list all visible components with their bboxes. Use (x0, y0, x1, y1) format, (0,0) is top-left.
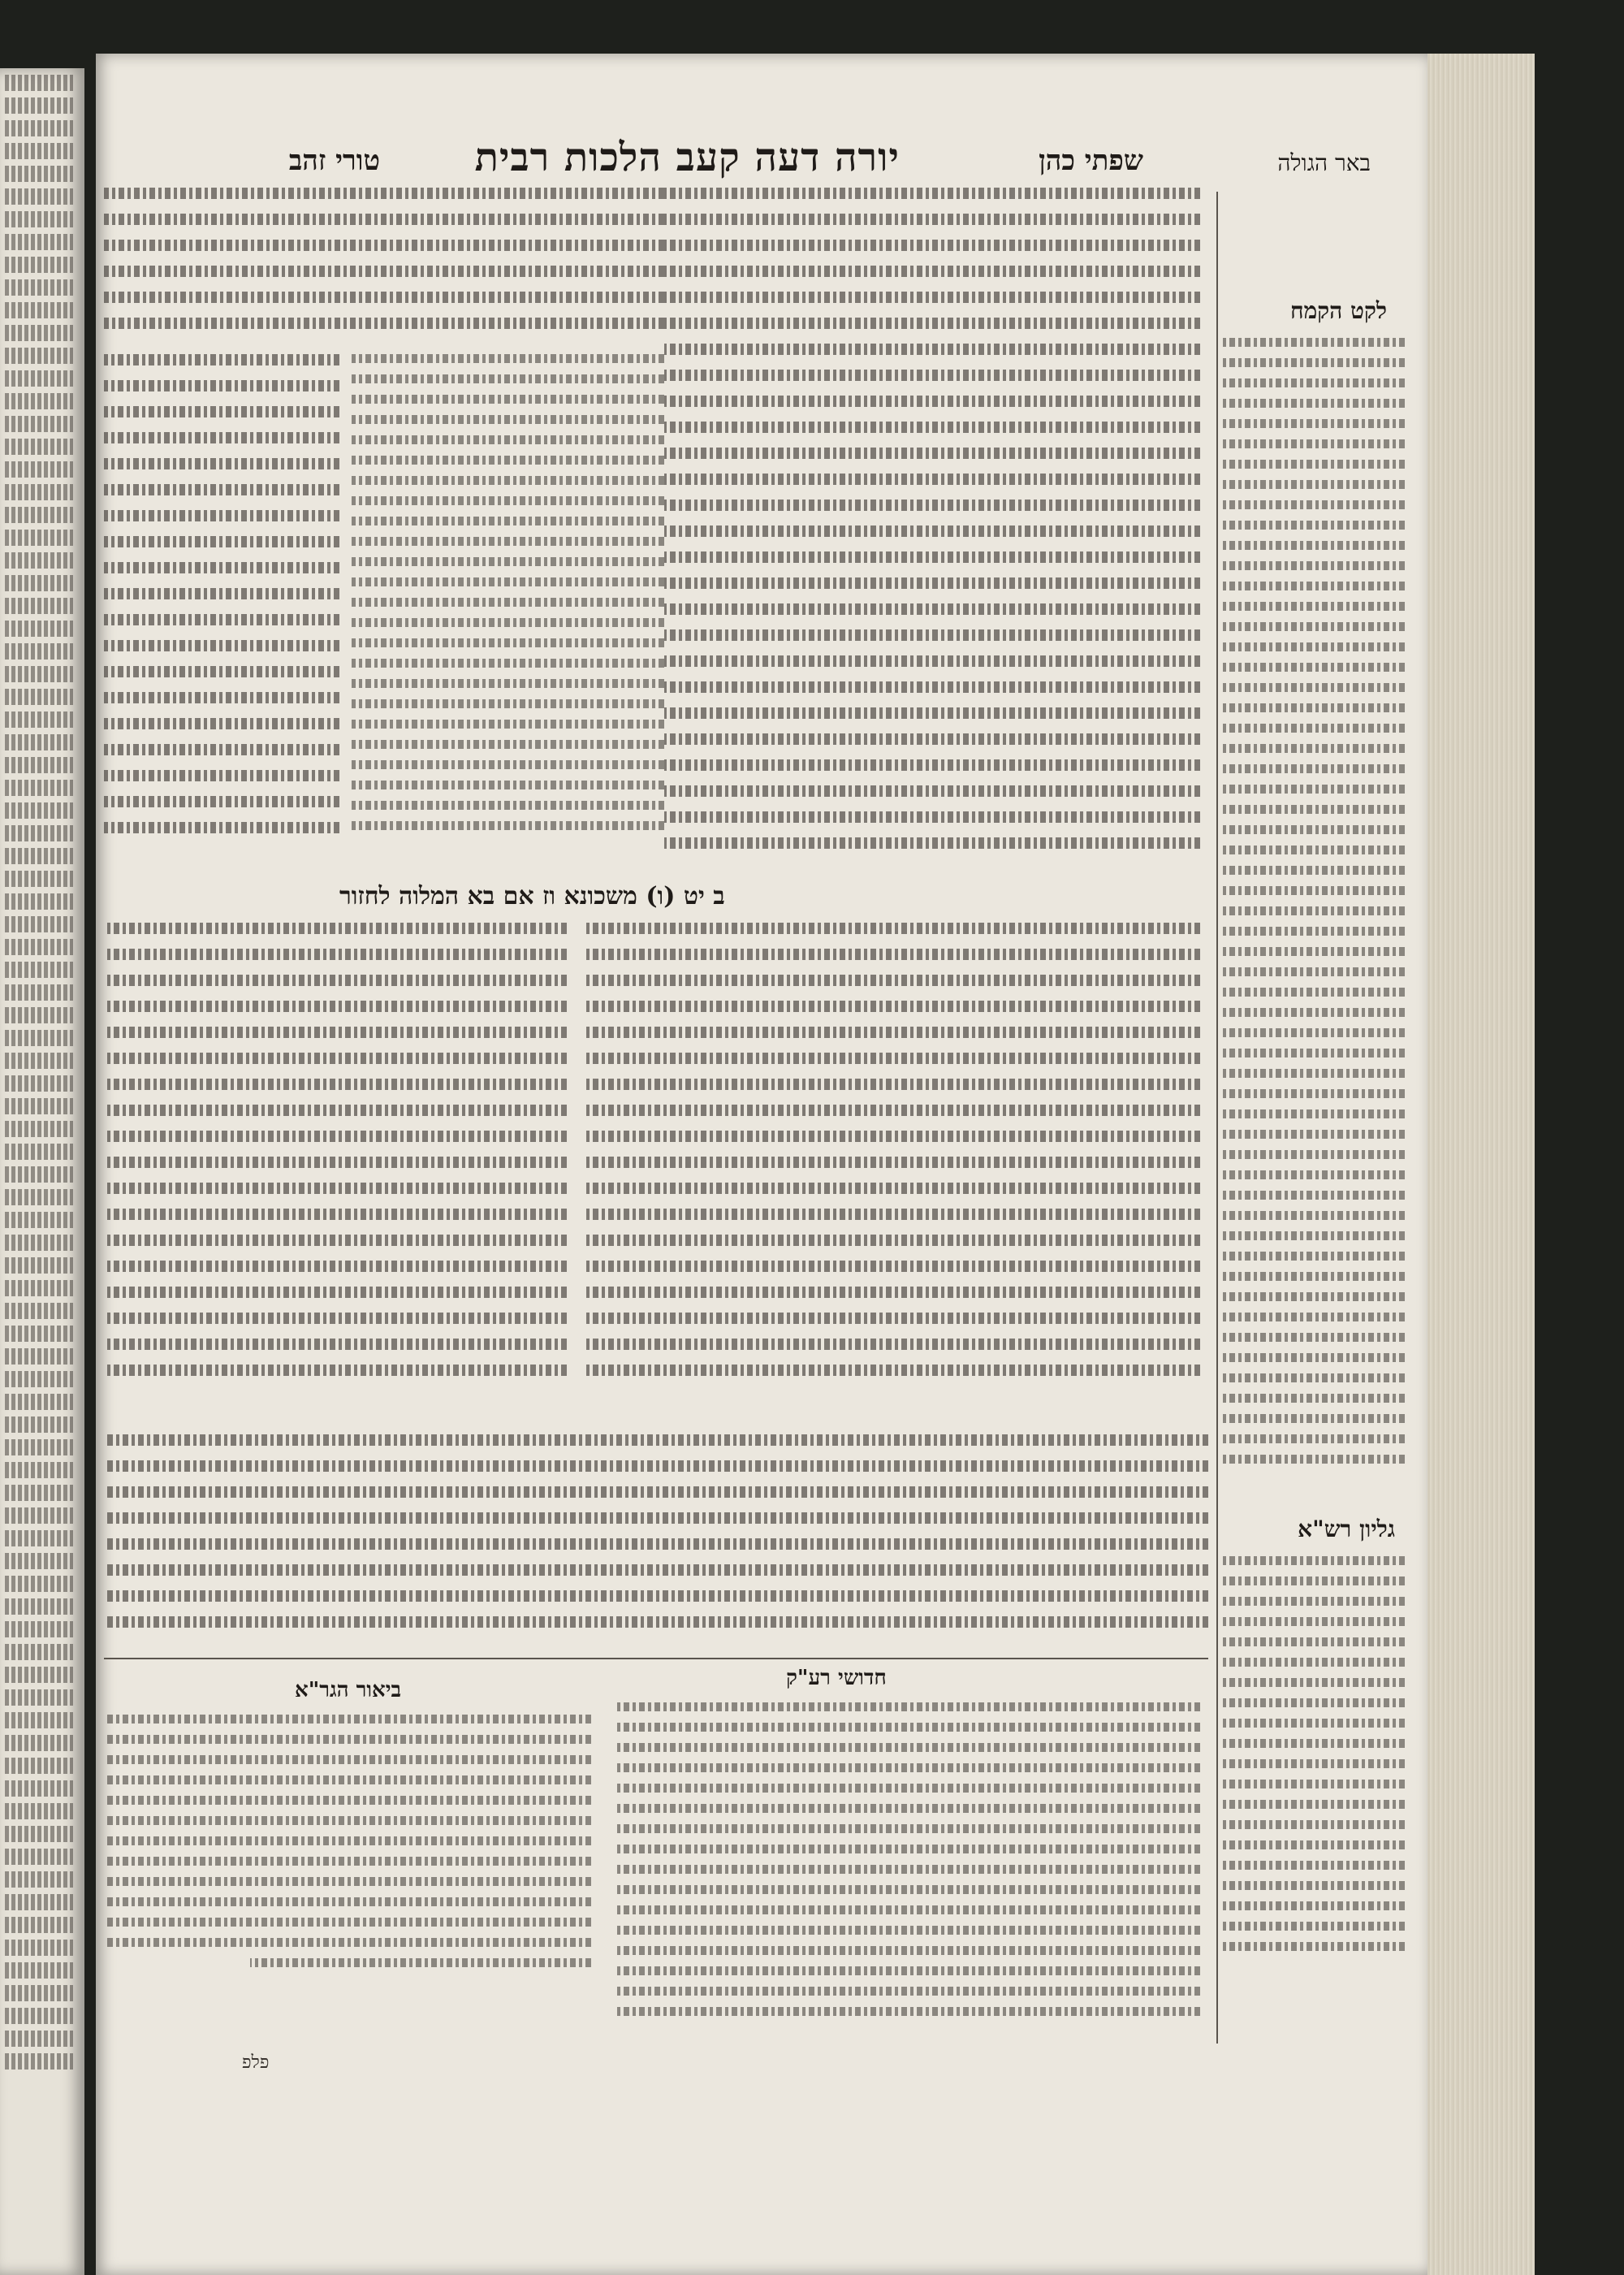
section-rule (104, 1658, 1208, 1659)
shulchan-aruch-column (352, 354, 664, 874)
chidushei-column (615, 1702, 1200, 2044)
page (96, 54, 1427, 2275)
biur-column (104, 1715, 591, 2039)
header-beer-hagolah: באר הגולה (1277, 149, 1371, 176)
folio: פלפ (242, 2052, 270, 2073)
gilyon-column (1222, 1556, 1405, 2011)
page-fore-edge (1427, 54, 1535, 2275)
margin-column (1222, 338, 1405, 1516)
header-turei-zahav: טורי זהב (288, 145, 380, 177)
chidushei-heading: חדושי רע"ק (786, 1666, 887, 1690)
header-title: יורה דעה קעב הלכות רבית (474, 135, 900, 180)
continuation-block (104, 1434, 1208, 1654)
shach-lower-column (583, 923, 1200, 1410)
shach-column (664, 188, 1200, 886)
taz-lower-column (104, 923, 567, 1410)
taz-column (104, 188, 664, 350)
header-shach: שפתי כהן (1039, 145, 1143, 177)
taz-column-left (104, 354, 339, 874)
page-header (96, 54, 1427, 180)
previous-page-edge (0, 68, 84, 2275)
column-rule (1216, 192, 1218, 2044)
gilyon-heading: גליון רש"א (1298, 1516, 1395, 1542)
biur-heading: ביאור הגר"א (295, 1678, 402, 1702)
leket-hakemach-heading: לקט הקמח (1290, 297, 1387, 324)
sa-opening-line: ב יט (ו) משכונא וז אם בא המלוה לחזור (339, 882, 725, 910)
